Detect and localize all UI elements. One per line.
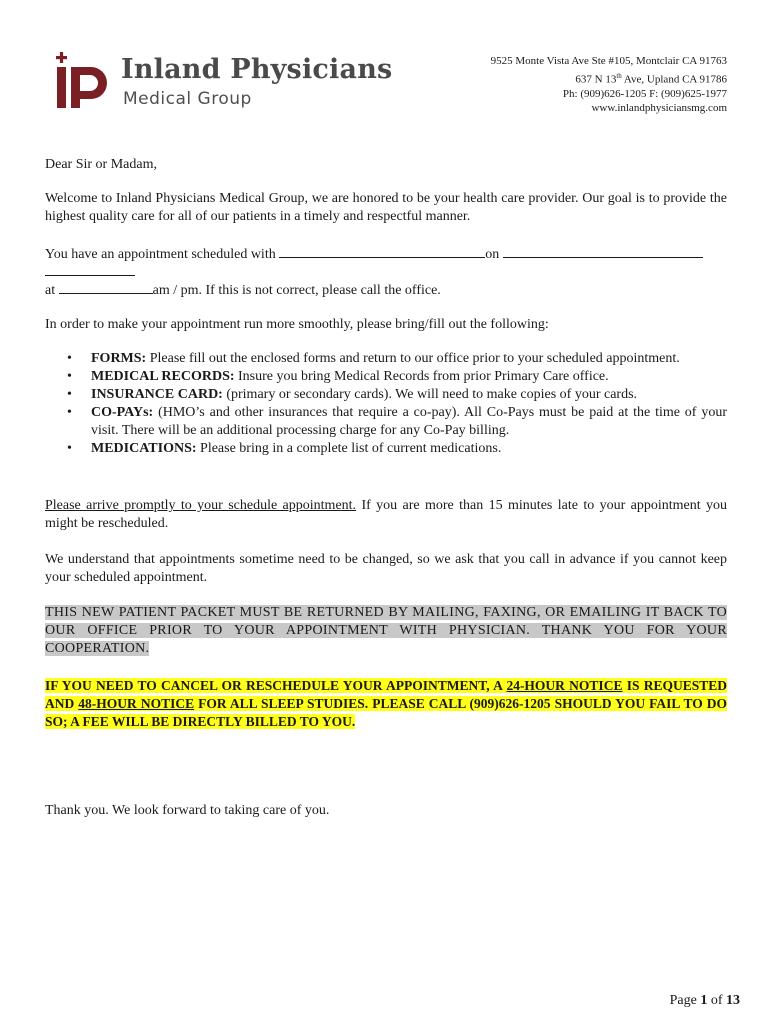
list-item-insurance-card: • INSURANCE CARD: (primary or secondary cards). We will need to make copies of your cards. [67, 387, 638, 402]
date-blank-field[interactable] [503, 244, 703, 258]
bullet-icon: • [67, 369, 72, 384]
bullet-icon: • [67, 387, 72, 402]
bullet-icon: • [67, 351, 72, 366]
bullet-icon: • [67, 441, 72, 456]
address-block [491, 54, 727, 116]
list-item-medical-records: • MEDICAL RECORDS: Insure you bring Medical Records from prior Primary Care office. [67, 369, 609, 384]
closing-line: Thank you. We look forward to taking care of you. [45, 803, 330, 818]
welcome-paragraph: Welcome to Inland Physicians Medical Group, we are honored to be your health care provider. Our goal is to provide the highest quality care for all of our patients in a timely and respectful manner. [45, 191, 727, 224]
bring-intro: In order to make your appointment run more smoothly, please bring/fill out the following: [45, 317, 549, 332]
packet-notice: THIS NEW PATIENT PACKET MUST BE RETURNED BY MAILING, FAXING, OR EMAILING IT BACK TO OUR OFFICE PRIOR TO YOUR APPOINTMENT WITH PHYSICIAN. THANK YOU FOR YOUR COOPERATION. [45, 605, 727, 656]
bullet-icon: • [67, 405, 72, 420]
appointment-time-line: at am / pm. If this is not correct, please call the office. [45, 280, 727, 300]
appointment-line-continued [45, 262, 727, 282]
company-logo [55, 52, 395, 112]
appointment-line: You have an appointment scheduled with on [45, 244, 727, 264]
reschedule-paragraph: We understand that appointments sometime need to be changed, so we ask that you call in advance if you cannot keep your scheduled appointment. [45, 552, 727, 585]
page-number: Page 1 of 13 [669, 993, 740, 1008]
logo-title: Inland Physicians [121, 54, 393, 85]
address-line-2: 637 N 13th Ave, Upland CA 91786 [575, 71, 727, 86]
list-item-copays: • CO-PAYs: (HMO’s and other insurances that require a co-pay). All Co-Pays must be paid at the time of your visit. There will be an additional processing charge for any Co-Pay billing. [67, 405, 727, 438]
address-line-1: 9525 Monte Vista Ave Ste #105, Montclair CA 91763 [490, 55, 727, 67]
logo-subtitle: Medical Group [123, 89, 252, 109]
list-item-medications: • MEDICATIONS: Please bring in a complete list of current medications. [67, 441, 502, 456]
salutation: Dear Sir or Madam, [45, 157, 157, 172]
arrive-paragraph: Please arrive promptly to your schedule appointment. If you are more than 15 minutes late to your appointment you might be rescheduled. [45, 498, 728, 531]
list-item-forms: • FORMS: Please fill out the enclosed forms and return to our office prior to your scheduled appointment. [67, 351, 680, 366]
logo-mark-icon [55, 52, 115, 110]
website-line[interactable]: www.inlandphysiciansmg.com [591, 102, 727, 115]
physician-blank-field[interactable] [279, 244, 485, 258]
date-blank-field-continued[interactable] [45, 262, 135, 276]
bring-list [45, 350, 727, 458]
time-blank-field[interactable] [59, 280, 153, 294]
cancellation-notice: IF YOU NEED TO CANCEL OR RESCHEDULE YOUR APPOINTMENT, A 24-HOUR NOTICE IS REQUESTED AND 48-HOUR NOTICE FOR ALL SLEEP STUDIES. PLEASE CALL (909)626-1205 SHOULD YOU FAIL TO DO SO; A FEE WILL BE DIRECTLY BILLED TO YOU. [45, 678, 727, 729]
phone-fax-line: Ph: (909)626-1205 F: (909)625-1977 [562, 87, 727, 100]
